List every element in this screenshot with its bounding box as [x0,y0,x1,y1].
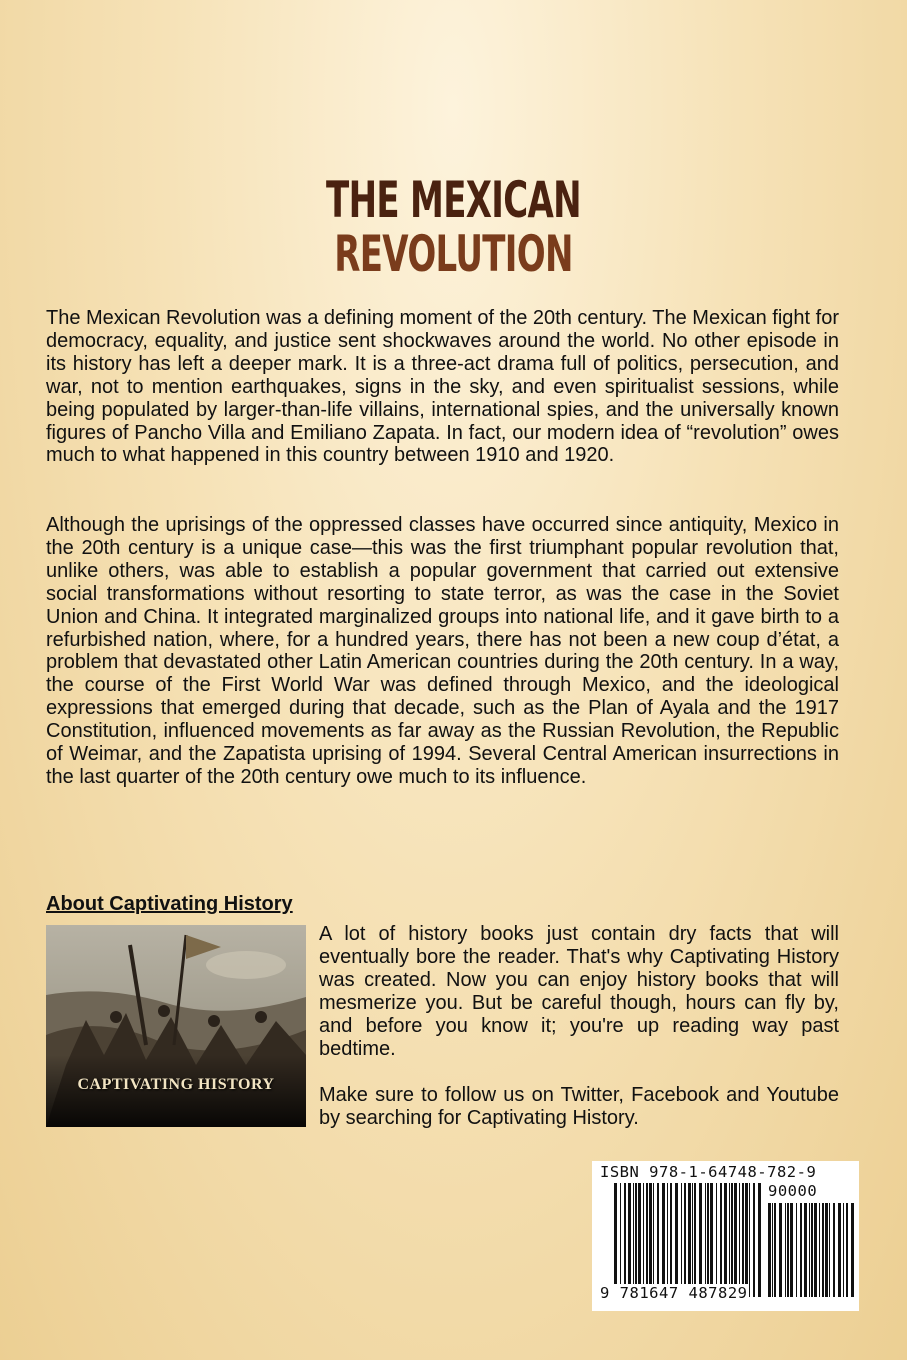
ean-digits: 9 781647 487829 [600,1284,748,1302]
isbn-barcode [592,1161,859,1311]
description-paragraph-1: The Mexican Revolution was a defining moment of the 20th century. The Mexican fight for democracy, equality, and justice sent shockwaves around the world. No other episode in its history has left a deeper mark. It is a three-act drama full of politics, persecution, and war, not to mention earthquakes, signs in the sky, and even spiritualist sessions, while being populated by larger-than-life villains, international spies, and the universally known figures of Pancho Villa and Emiliano Zapata. In fact, our modern idea of “revolution” owes much to what happened in this country between 1910 and 1920. [46,307,840,467]
about-text-2: Make sure to follow us on Twitter, Facebook and Youtube by searching for Captivating History. [319,1084,839,1129]
description-paragraph-2: Although the uprisings of the oppressed classes have occurred since antiquity, Mexico in the 20th century is a unique case—this was the first triumphant popular revolution that, unlike others, was able to establish a popular government that carried out extensive social transformations without resorting to state terror, as was the case in the Soviet Union and China. It integrated marginalized groups into national life, and it gave birth to a refurbished nation, where, for a hundred years, there has not been a new coup d’état, a problem that devastated other Latin American countries during the 20th century. In a way, the course of the First World War was defined through Mexico, and the ideological expressions that emerged during that decade, such as the Plan of Ayala and the 1917 Constitution, influenced movements as far away as the Russian Revolution, the Republic of Weimar, and the Zapatista uprising of 1994. Several Central American insurrections in the last quarter of the 20th century owe much to its influence. [46,514,839,788]
title-line-1: THE MEXICAN [326,171,581,230]
price-code: 90000 [768,1182,818,1200]
publisher-image [46,925,306,1127]
battle-painting-icon [46,925,306,1127]
book-title [145,171,762,284]
about-text-1: A lot of history books just contain dry facts that will eventually bore the reader. That's why Captivating History was created. Now you can enjoy history books that will mesmerize you. But be careful though, hours can fly by, and before you know it; you're up reading way past bedtime. [319,923,839,1060]
title-line-2: REVOLUTION [334,225,573,284]
about-heading: About Captivating History [46,893,293,915]
isbn-label: ISBN 978-1-64748-782-9 [600,1163,817,1181]
publisher-banner: CAPTIVATING HISTORY [77,1076,275,1093]
